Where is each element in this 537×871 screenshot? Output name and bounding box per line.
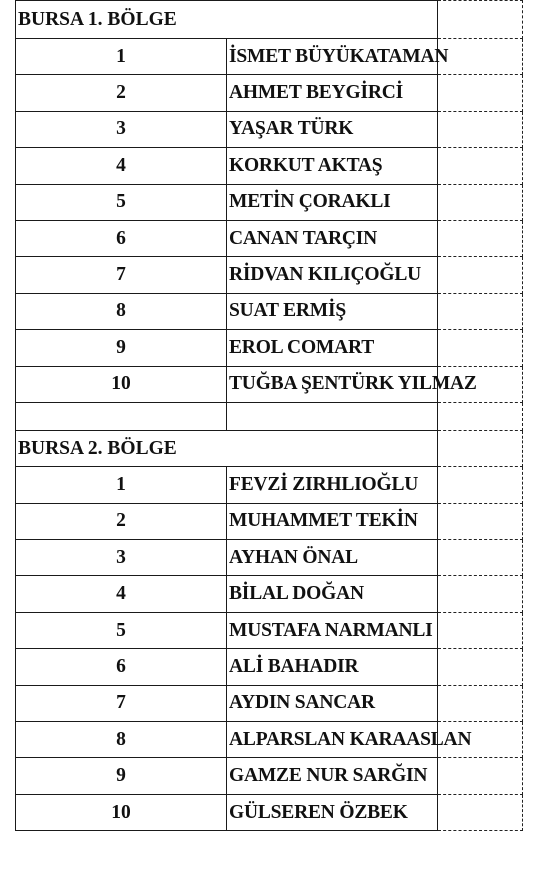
candidate-row	[16, 111, 523, 147]
empty-cell	[227, 402, 438, 430]
candidate-name: MUSTAFA NARMANLI	[229, 619, 433, 641]
candidate-number: 9	[16, 758, 227, 794]
candidate-row	[16, 220, 523, 256]
candidate-row	[16, 366, 523, 402]
candidate-name: CANAN TARÇIN	[229, 227, 378, 249]
candidate-name-cell	[227, 184, 438, 220]
section-header-row	[16, 1, 523, 39]
candidate-number: 2	[16, 75, 227, 111]
candidate-name: ALİ BAHADIR	[229, 655, 359, 677]
candidate-row	[16, 540, 523, 576]
candidate-number: 7	[16, 685, 227, 721]
candidate-number: 10	[16, 794, 227, 830]
candidate-number: 5	[16, 612, 227, 648]
candidate-name: FEVZİ ZIRHLIOĞLU	[229, 473, 419, 495]
vote-box	[438, 649, 523, 685]
candidate-row	[16, 184, 523, 220]
candidate-number: 6	[16, 649, 227, 685]
vote-box	[438, 685, 523, 721]
candidate-row	[16, 75, 523, 111]
candidate-name: AYDIN SANCAR	[229, 692, 375, 714]
candidate-number: 6	[16, 220, 227, 256]
candidate-name-cell	[227, 293, 438, 329]
vote-box	[438, 430, 523, 466]
candidate-name-cell	[227, 75, 438, 111]
vote-box	[438, 540, 523, 576]
candidate-name: AYHAN ÖNAL	[229, 546, 358, 568]
candidate-row	[16, 503, 523, 539]
candidate-name-cell	[227, 576, 438, 612]
candidate-row	[16, 685, 523, 721]
candidate-name-cell	[227, 220, 438, 256]
candidate-row	[16, 148, 523, 184]
candidate-number: 8	[16, 722, 227, 758]
candidate-number: 5	[16, 184, 227, 220]
candidate-name-cell	[227, 722, 472, 758]
candidate-name-cell	[227, 503, 438, 539]
candidate-number: 1	[16, 39, 227, 75]
candidate-name: KORKUT AKTAŞ	[229, 154, 383, 176]
vote-box	[438, 220, 523, 256]
candidate-number: 7	[16, 257, 227, 293]
candidate-name: BİLAL DOĞAN	[229, 583, 364, 605]
candidate-name: İSMET BÜYÜKATAMAN	[229, 45, 449, 67]
candidate-name-cell	[227, 148, 438, 184]
candidate-name: EROL COMART	[229, 336, 375, 358]
candidate-name: RİDVAN KILIÇOĞLU	[229, 264, 422, 286]
candidate-number: 9	[16, 330, 227, 366]
candidate-number: 4	[16, 148, 227, 184]
candidate-number: 10	[16, 366, 227, 402]
candidate-row	[16, 330, 523, 366]
vote-box	[438, 576, 523, 612]
candidate-name: YAŞAR TÜRK	[229, 118, 354, 140]
candidate-number: 4	[16, 576, 227, 612]
candidate-row	[16, 758, 523, 794]
candidate-name-cell	[227, 794, 438, 830]
empty-cell	[16, 402, 227, 430]
candidate-number: 8	[16, 293, 227, 329]
vote-box	[438, 794, 523, 830]
candidate-row	[16, 722, 523, 758]
candidate-name: GAMZE NUR SARĞIN	[229, 765, 428, 787]
spacer-row	[16, 402, 523, 430]
candidate-row	[16, 612, 523, 648]
candidate-name-cell	[227, 111, 438, 147]
candidate-row	[16, 257, 523, 293]
candidate-row	[16, 293, 523, 329]
section-title: BURSA 1. BÖLGE	[16, 1, 438, 39]
candidate-table	[15, 0, 523, 831]
candidate-name: METİN ÇORAKLI	[229, 191, 391, 213]
vote-box	[438, 257, 523, 293]
vote-box	[438, 293, 523, 329]
candidate-name-cell	[227, 540, 438, 576]
candidate-number: 1	[16, 467, 227, 503]
candidate-name: MUHAMMET TEKİN	[229, 510, 418, 532]
vote-box	[438, 612, 523, 648]
candidate-name-cell	[227, 39, 449, 75]
candidate-row	[16, 649, 523, 685]
vote-box	[438, 330, 523, 366]
vote-box	[438, 758, 523, 794]
candidate-name-cell	[227, 685, 438, 721]
candidate-name-cell	[227, 330, 438, 366]
candidate-name-cell	[227, 758, 438, 794]
vote-box	[438, 75, 523, 111]
candidate-name: GÜLSEREN ÖZBEK	[229, 801, 408, 823]
candidate-name: TUĞBA ŞENTÜRK YILMAZ	[229, 373, 477, 395]
candidate-number: 3	[16, 540, 227, 576]
candidate-name: SUAT ERMİŞ	[229, 300, 347, 322]
vote-box	[438, 467, 523, 503]
vote-box	[438, 1, 523, 39]
candidate-row	[16, 576, 523, 612]
candidate-number: 3	[16, 111, 227, 147]
vote-box	[438, 148, 523, 184]
candidate-number: 2	[16, 503, 227, 539]
candidate-row	[16, 794, 523, 830]
candidate-name: ALPARSLAN KARAASLAN	[229, 728, 472, 750]
section-header-row	[16, 430, 523, 466]
vote-box	[438, 503, 523, 539]
candidate-name-cell	[227, 612, 438, 648]
vote-box	[438, 402, 523, 430]
vote-box	[438, 111, 523, 147]
candidate-name-cell	[227, 366, 477, 402]
candidate-name-cell	[227, 467, 438, 503]
candidate-row	[16, 39, 523, 75]
section-title: BURSA 2. BÖLGE	[16, 430, 438, 466]
candidate-name: AHMET BEYGİRCİ	[229, 82, 403, 104]
vote-box	[438, 184, 523, 220]
vote-box	[438, 39, 523, 75]
candidate-name-cell	[227, 257, 438, 293]
candidate-row	[16, 467, 523, 503]
candidate-name-cell	[227, 649, 438, 685]
